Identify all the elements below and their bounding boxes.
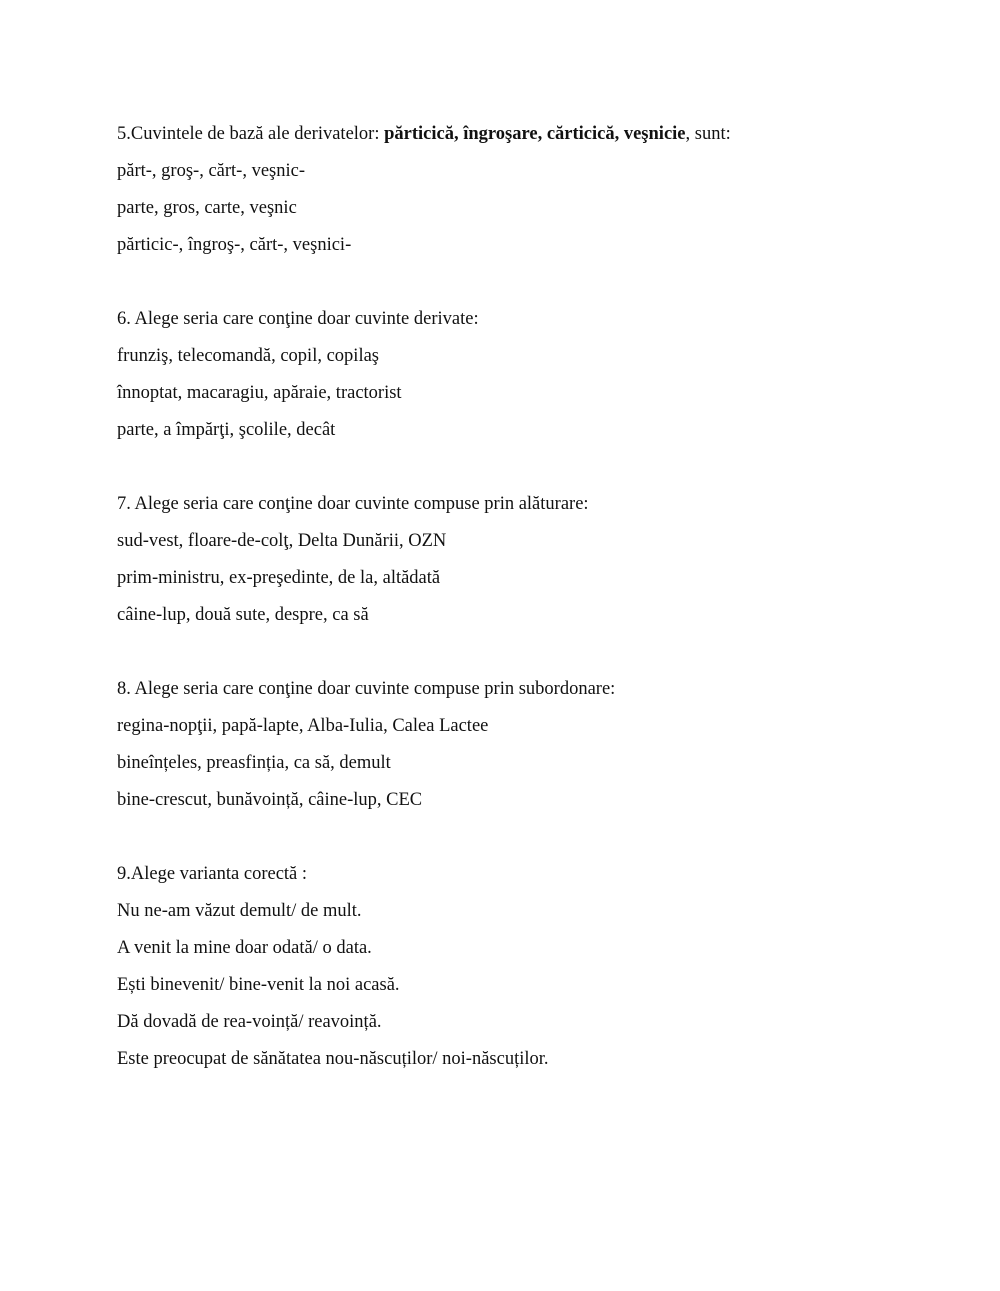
question-5-bold-words: părticică, îngroşare, cărticică, veşnicie — [384, 124, 686, 144]
question-7-option-3[interactable]: câine-lup, două sute, despre, ca să — [117, 605, 369, 625]
spacer — [117, 264, 937, 301]
question-9-item-5[interactable]: Este preocupat de sănătatea nou-născuților/ noi-născuților. — [117, 1049, 549, 1069]
spacer — [117, 819, 937, 856]
question-6-option-1[interactable]: frunziş, telecomandă, copil, copilaş — [117, 346, 379, 366]
question-7: 7. Alege seria care conţine doar cuvinte compuse prin alăturare: — [117, 494, 589, 514]
question-5-prefix: 5.Cuvintele de bază ale derivatelor: — [117, 124, 385, 144]
question-8: 8. Alege seria care conţine doar cuvinte compuse prin subordonare: — [117, 679, 616, 699]
question-8-option-3[interactable]: bine-crescut, bunăvoință, câine-lup, CEC — [117, 790, 423, 810]
question-6-option-3[interactable]: parte, a împărţi, şcolile, decât — [117, 420, 336, 440]
question-5-option-1[interactable]: părt-, groş-, cărt-, veşnic- — [117, 161, 305, 181]
question-8-option-2[interactable]: bineînțeles, preasfinția, ca să, demult — [117, 753, 391, 773]
question-5-option-2[interactable]: parte, gros, carte, veşnic — [117, 198, 297, 218]
question-9: 9.Alege varianta corectă : — [117, 864, 308, 884]
question-9-item-2[interactable]: A venit la mine doar odată/ o data. — [117, 938, 372, 958]
question-5-suffix: , sunt: — [685, 124, 731, 144]
question-5-option-3[interactable]: părticic-, îngroş-, cărt-, veşnici- — [117, 235, 352, 255]
question-9-item-4[interactable]: Dă dovadă de rea-voință/ reavoință. — [117, 1012, 382, 1032]
question-9-item-1[interactable]: Nu ne-am văzut demult/ de mult. — [117, 901, 362, 921]
question-6: 6. Alege seria care conţine doar cuvinte derivate: — [117, 309, 479, 329]
worksheet-page — [117, 116, 937, 1078]
question-7-option-1[interactable]: sud-vest, floare-de-colţ, Delta Dunării, OZN — [117, 531, 447, 551]
question-9-item-3[interactable]: Ești binevenit/ bine-venit la noi acasă. — [117, 975, 400, 995]
spacer — [117, 449, 937, 486]
question-8-option-1[interactable]: regina-nopţii, papă-lapte, Alba-Iulia, Calea Lactee — [117, 716, 489, 736]
spacer — [117, 634, 937, 671]
question-5 — [117, 116, 937, 153]
question-6-option-2[interactable]: înnoptat, macaragiu, apăraie, tractorist — [117, 383, 402, 403]
question-7-option-2[interactable]: prim-ministru, ex-preşedinte, de la, altădată — [117, 568, 441, 588]
